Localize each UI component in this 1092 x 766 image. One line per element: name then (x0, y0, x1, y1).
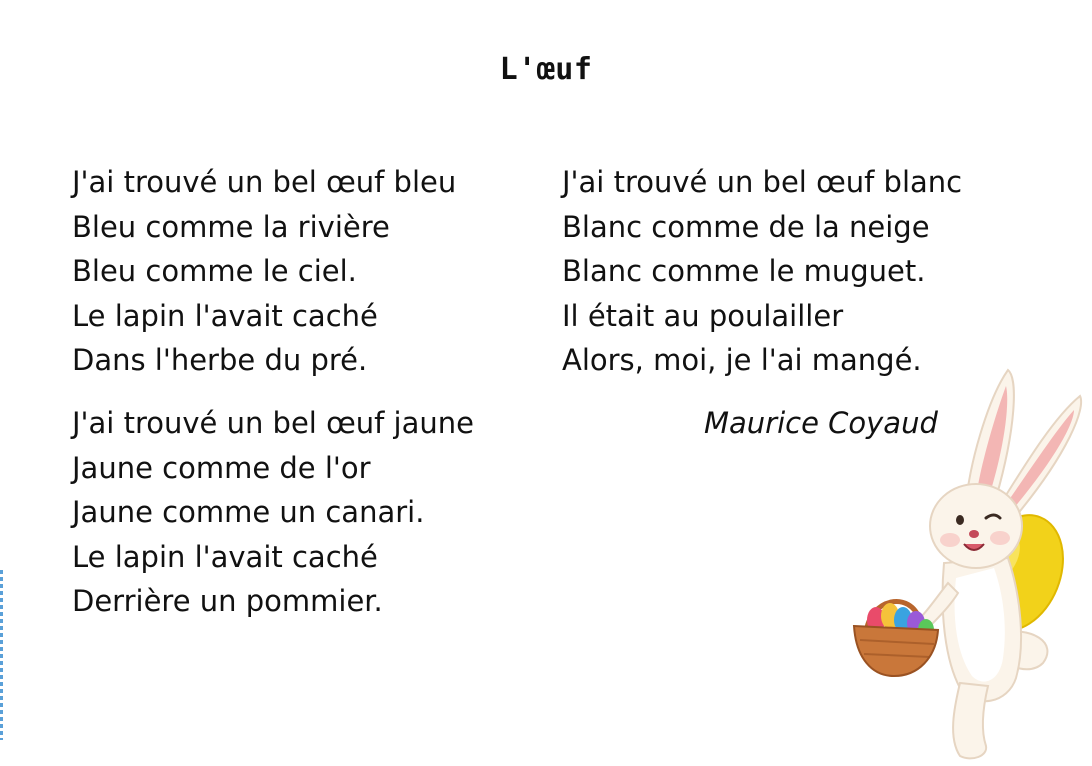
verse-line: Blanc comme de la neige (562, 209, 930, 244)
poem-title: L'œuf (499, 52, 593, 88)
verse-line: Bleu comme le ciel. (72, 254, 357, 288)
author-name: Maurice Coyaud (704, 406, 938, 440)
verse-line: Jaune comme un canari. (72, 495, 425, 529)
verse-line: Alors, moi, je l'ai mangé. (562, 343, 922, 377)
verse-line: J'ai trouvé un bel œuf jaune (72, 406, 474, 440)
verse-line: Derrière un pommier. (72, 584, 383, 618)
stanza-yellow-egg (72, 401, 474, 624)
verse-line: Le lapin l'avait caché (72, 539, 378, 574)
verse-line: J'ai trouvé un bel œuf bleu (72, 165, 457, 199)
easter-bunny-illustration-icon (848, 358, 1088, 763)
verse-line: Blanc comme le muguet. (562, 254, 926, 288)
verse-line: Bleu comme la rivière (72, 209, 390, 244)
verse-line: Le lapin l'avait caché (72, 298, 378, 333)
verse-line: Jaune comme de l'or (72, 450, 371, 485)
verse-line: J'ai trouvé un bel œuf blanc (562, 165, 963, 199)
stanza-white-egg (562, 160, 962, 383)
verse-line: Dans l'herbe du pré. (72, 343, 368, 377)
stanza-blue-egg (72, 160, 456, 383)
margin-mark (0, 570, 3, 740)
verse-line: Il était au poulailler (562, 298, 844, 333)
